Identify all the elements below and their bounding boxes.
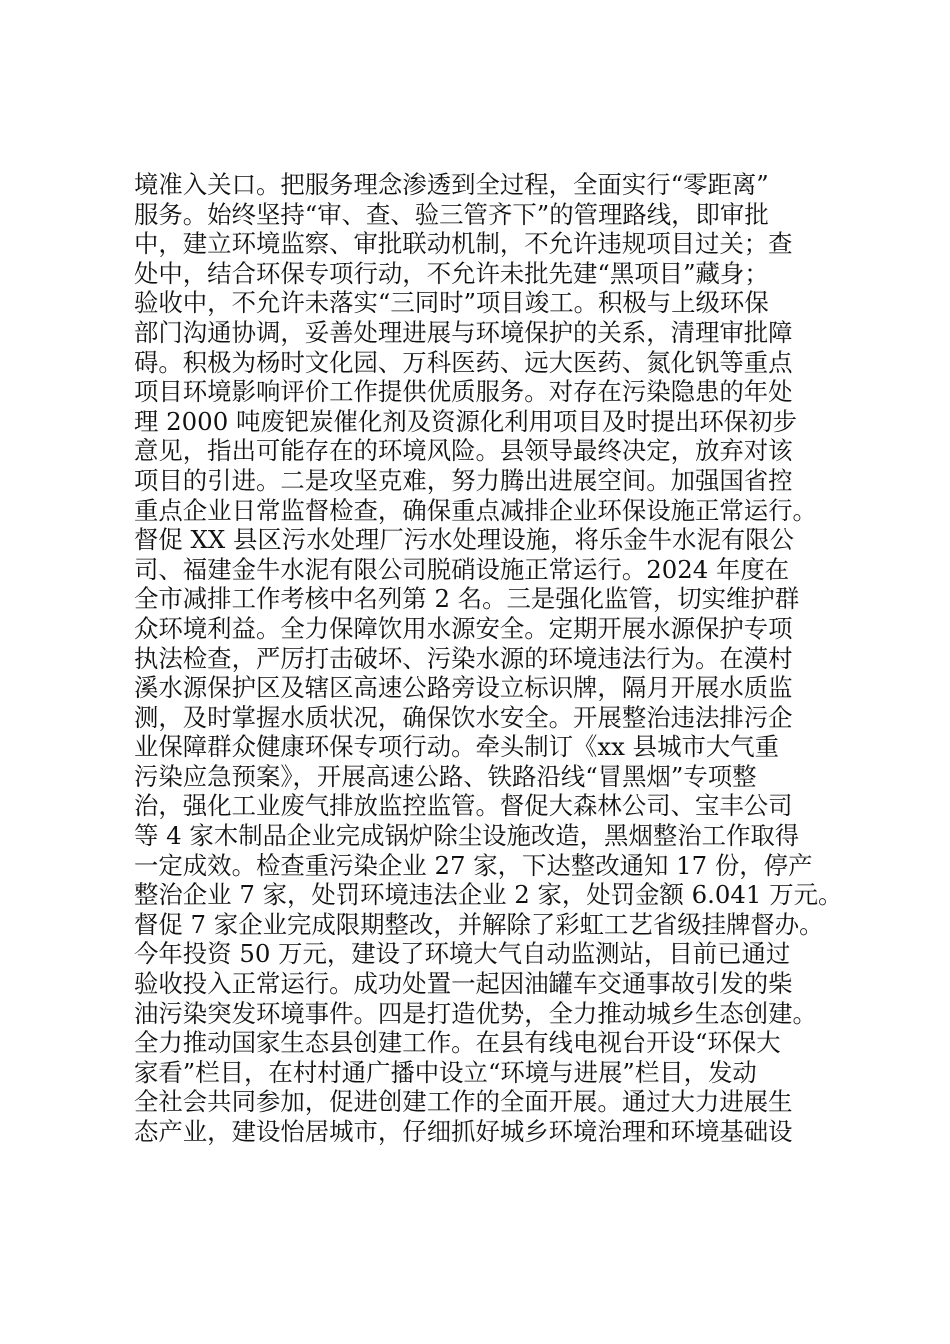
text-line: 全市减排工作考核中名列第 2 名。三是强化监管，切实维护群	[134, 584, 800, 614]
text-line: 境准入关口。把服务理念渗透到全过程，全面实行“零距离”	[134, 170, 769, 199]
text-line: 验收中，不允许未落实“三同时”项目竣工。积极与上级环保	[134, 288, 769, 318]
text-line: 意见，指出可能存在的环境风险。县领导最终决定，放弃对该	[134, 436, 793, 466]
text-line: 中，建立环境监察、审批联动机制，不允许违规项目过关；查	[134, 229, 793, 259]
text-line: 项目环境影响评价工作提供优质服务。对存在污染隐患的年处	[134, 377, 793, 407]
text-line: 处中，结合环保专项行动，不允许未批先建“黑项目”藏身；	[134, 258, 769, 288]
text-line: 服务。始终坚持“审、查、验三管齐下”的管理路线，即审批	[134, 199, 769, 229]
text-line: 态产业，建设怡居城市，仔细抓好城乡环境治理和环境基础设	[134, 1117, 793, 1146]
text-line: 执法检查，严厉打击破坏、污染水源的环境违法行为。在漠村	[134, 643, 793, 673]
text-line: 碍。积极为杨时文化园、万科医药、远大医药、氮化钒等重点	[134, 347, 793, 377]
text-line: 污染应急预案》，开展高速公路、铁路沿线“冒黑烟”专项整	[134, 761, 757, 791]
text-line: 项目的引进。二是攻坚克难，努力腾出进展空间。加强国省控	[134, 465, 793, 495]
text-line: 业保障群众健康环保专项行动。牵头制订《xx 县城市大气重	[134, 732, 780, 762]
text-line: 全社会共同参加，促进创建工作的全面开展。通过大力进展生	[134, 1087, 793, 1117]
document-body	[134, 170, 854, 1147]
text-line: 众环境利益。全力保障饮用水源安全。定期开展水源保护专项	[134, 613, 793, 643]
text-line: 治，强化工业废气排放监控监管。督促大森林公司、宝丰公司	[134, 791, 793, 821]
text-line: 督促 XX 县区污水处理厂污水处理设施，将乐金牛水泥有限公	[134, 525, 795, 555]
text-line: 测，及时掌握水质状况，确保饮水安全。开展整治违法排污企	[134, 702, 793, 732]
text-line: 溪水源保护区及辖区高速公路旁设立标识牌，隔月开展水质监	[134, 673, 793, 703]
text-line: 家看”栏目，在村村通广播中设立“环境与进展”栏目，发动	[134, 1057, 757, 1087]
text-line: 今年投资 50 万元，建设了环境大气自动监测站，目前已通过	[134, 939, 791, 969]
text-line: 司、福建金牛水泥有限公司脱硝设施正常运行。2024 年度在	[134, 554, 790, 584]
text-line: 全力推动国家生态县创建工作。在县有线电视台开设“环保大	[134, 1028, 781, 1058]
text-line: 油污染突发环境事件。四是打造优势，全力推动城乡生态创建。	[134, 998, 817, 1028]
text-line: 验收投入正常运行。成功处置一起因油罐车交通事故引发的柴	[134, 969, 793, 999]
text-line: 重点企业日常监督检查，确保重点减排企业环保设施正常运行。	[134, 495, 817, 525]
text-line: 督促 7 家企业完成限期整改，并解除了彩虹工艺省级挂牌督办。	[134, 909, 824, 939]
text-line: 整治企业 7 家，处罚环境违法企业 2 家，处罚金额 6.041 万元。	[134, 880, 843, 910]
text-line: 等 4 家木制品企业完成锅炉除尘设施改造，黑烟整治工作取得	[134, 821, 800, 851]
text-line: 一定成效。检查重污染企业 27 家，下达整改通知 17 份，停产	[134, 850, 813, 880]
text-line: 部门沟通协调，妥善处理进展与环境保护的关系，清理审批障	[134, 317, 793, 347]
text-line: 理 2000 吨废钯炭催化剂及资源化利用项目及时提出环保初步	[134, 406, 797, 436]
